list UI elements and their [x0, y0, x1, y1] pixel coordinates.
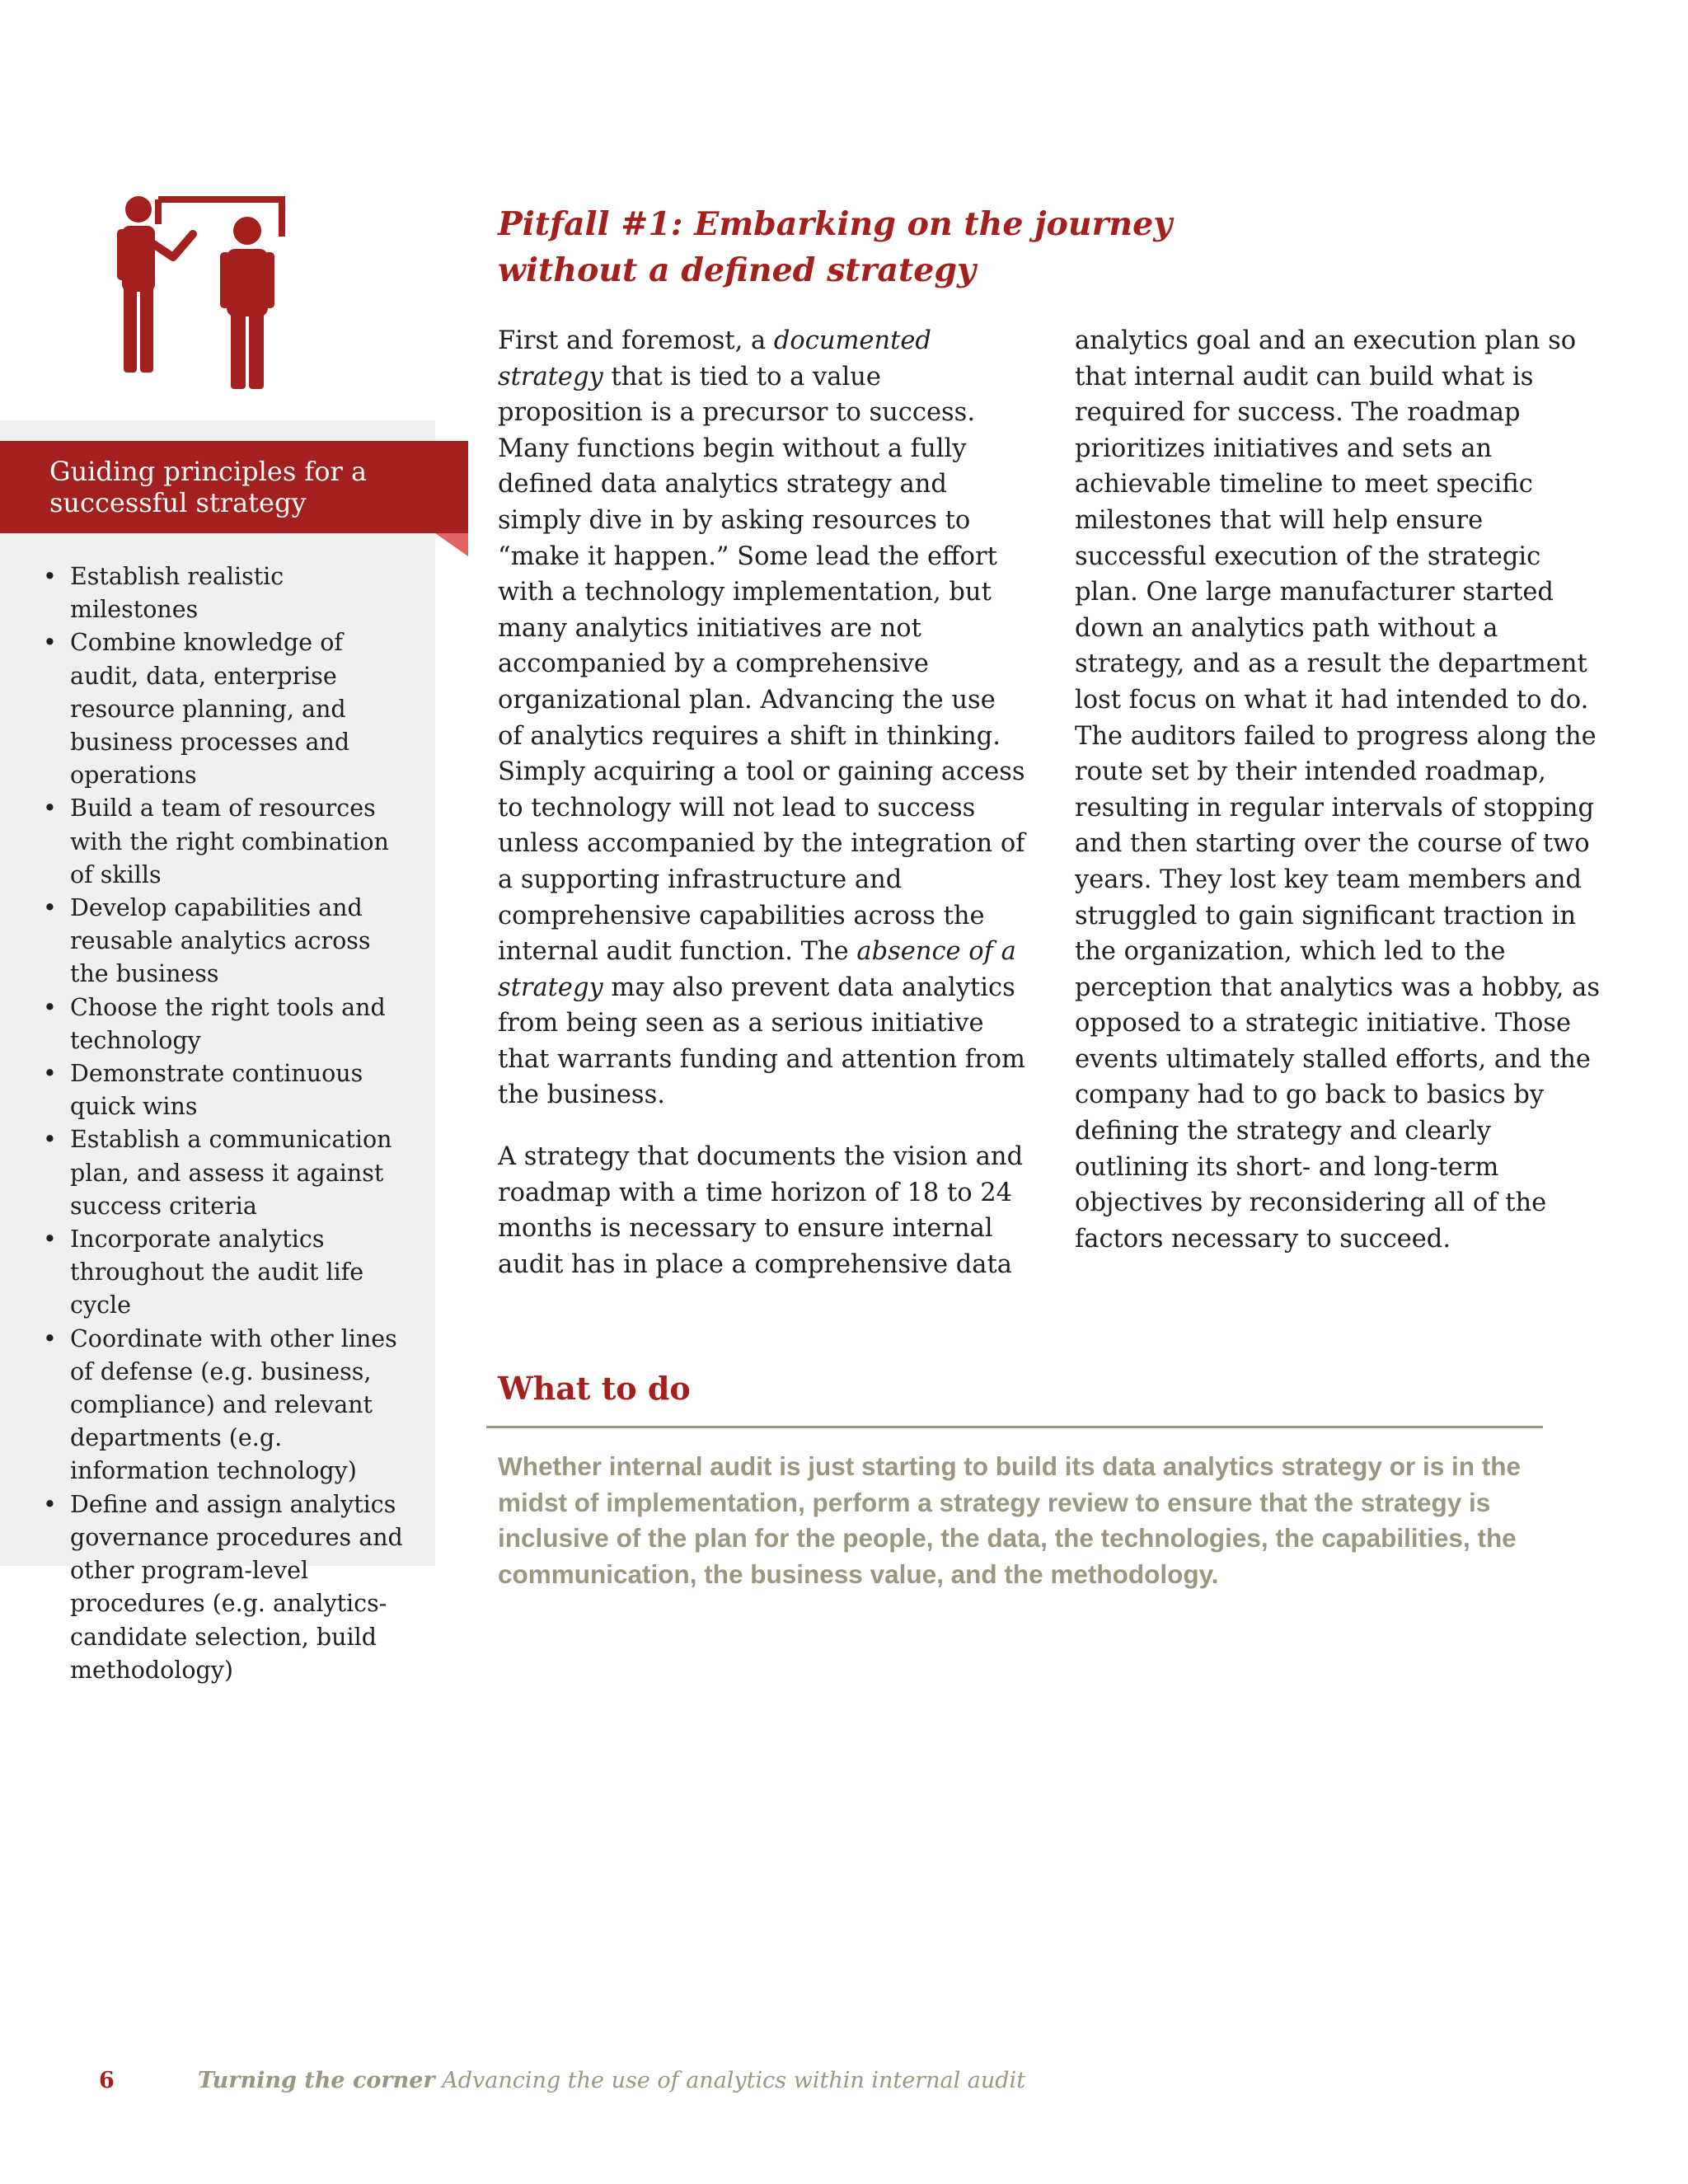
list-item: • Build a team of resources with the right combination of skills — [40, 792, 410, 892]
footer-title-rest: Advancing the use of analytics within internal audit — [434, 2068, 1026, 2093]
page-title: Pitfall #1: Embarking on the journey without a defined strategy — [498, 205, 1173, 289]
footer-title — [198, 2067, 1025, 2095]
text-run: that is tied to a value proposition is a precursor to success. Many functions begin without a fully defined data analytics strategy and simply dive in by asking resources to “make it happen.” Some lead the effort with a technology implementation, but many analytics initiatives are not accompanied by a comprehensive organizational plan. Advancing the use of analytics requires a shift in thinking. Simply acquiring a tool or gaining access to technology will not lead to success unless accompanied by the integration of a supporting infrastructure and comprehensive capabilities across the internal audit function. The — [498, 362, 1025, 967]
sidebar-banner-title: Guiding principles for a successful strategy — [49, 456, 368, 518]
what-to-do-heading: What to do — [498, 1370, 691, 1407]
footer-title-bold: Turning the corner — [198, 2068, 435, 2093]
list-item: • Incorporate analytics throughout the audit life cycle — [40, 1223, 410, 1323]
text-run: First and foremost, a — [498, 326, 774, 355]
what-to-do-text: Whether internal audit is just starting to build its data analytics strategy or is in the midst of implementation, perform a strategy review to ensure that the strategy is inclusive of the plan for the people, the data, the technologies, the capabilities, the communication, the business value, and the methodology. — [498, 1451, 1521, 1589]
body-column-left — [498, 323, 1025, 1282]
divider — [486, 1426, 1543, 1428]
list-item: • Choose the right tools and technology — [40, 991, 410, 1057]
body-column-right — [1075, 323, 1602, 1257]
list-item: • Establish a communication plan, and assess it against success criteria — [40, 1123, 410, 1223]
list-item: • Define and assign analytics governance procedures and other program-level procedures (e.g. analytics-candidate selection, build methodology) — [40, 1488, 410, 1687]
banner-fold — [435, 533, 468, 556]
page-number: 6 — [99, 2068, 115, 2093]
presenter-whiteboard-icon — [107, 191, 297, 397]
list-item: • Coordinate with other lines of defense (e.g. business, compliance) and relevant departments (e.g. information technology) — [40, 1323, 410, 1488]
emphasis-documented-strategy: documented strategy — [498, 326, 931, 391]
emphasis-absence-of-strategy: absence of a strategy — [498, 937, 1016, 1002]
list-item: • Develop capabilities and reusable analytics across the business — [40, 892, 410, 991]
text-run: may also prevent data analytics from being seen as a serious initiative that warrants funding and attention from the business. — [498, 972, 1025, 1110]
list-item: • Demonstrate continuous quick wins — [40, 1057, 410, 1123]
paragraph-2-continued: analytics goal and an execution plan so that internal audit can build what is required for success. The roadmap prioritizes initiatives and sets an achievable timeline to meet specific milestones that will help ensure successful execution of the strategic plan. One large manufacturer started down an analytics path without a strategy, and as a result the department lost focus on what it had intended to do. The auditors failed to progress along the route set by their intended roadmap, resulting in regular intervals of stopping and then starting over the course of two years. They lost key team members and struggled to gain significant traction in the organization, which led to the perception that analytics was a hobby, as opposed to a strategic initiative. Those events ultimately stalled efforts, and the company had to go back to basics by defining the strategy and clearly outlining its short- and long-term objectives by reconsidering all of the factors necessary to succeed. — [1075, 326, 1600, 1254]
list-item: • Establish realistic milestones — [40, 560, 410, 626]
paragraph-1 — [498, 323, 1025, 1113]
paragraph-2-start: A strategy that documents the vision and roadmap with a time horizon of 18 to 24 months is necessary to ensure internal audit has in place a comprehensive data — [498, 1142, 1024, 1279]
list-item: • Combine knowledge of audit, data, enterprise resource planning, and business processes and operations — [40, 626, 410, 792]
guiding-principles-list — [40, 560, 410, 1687]
